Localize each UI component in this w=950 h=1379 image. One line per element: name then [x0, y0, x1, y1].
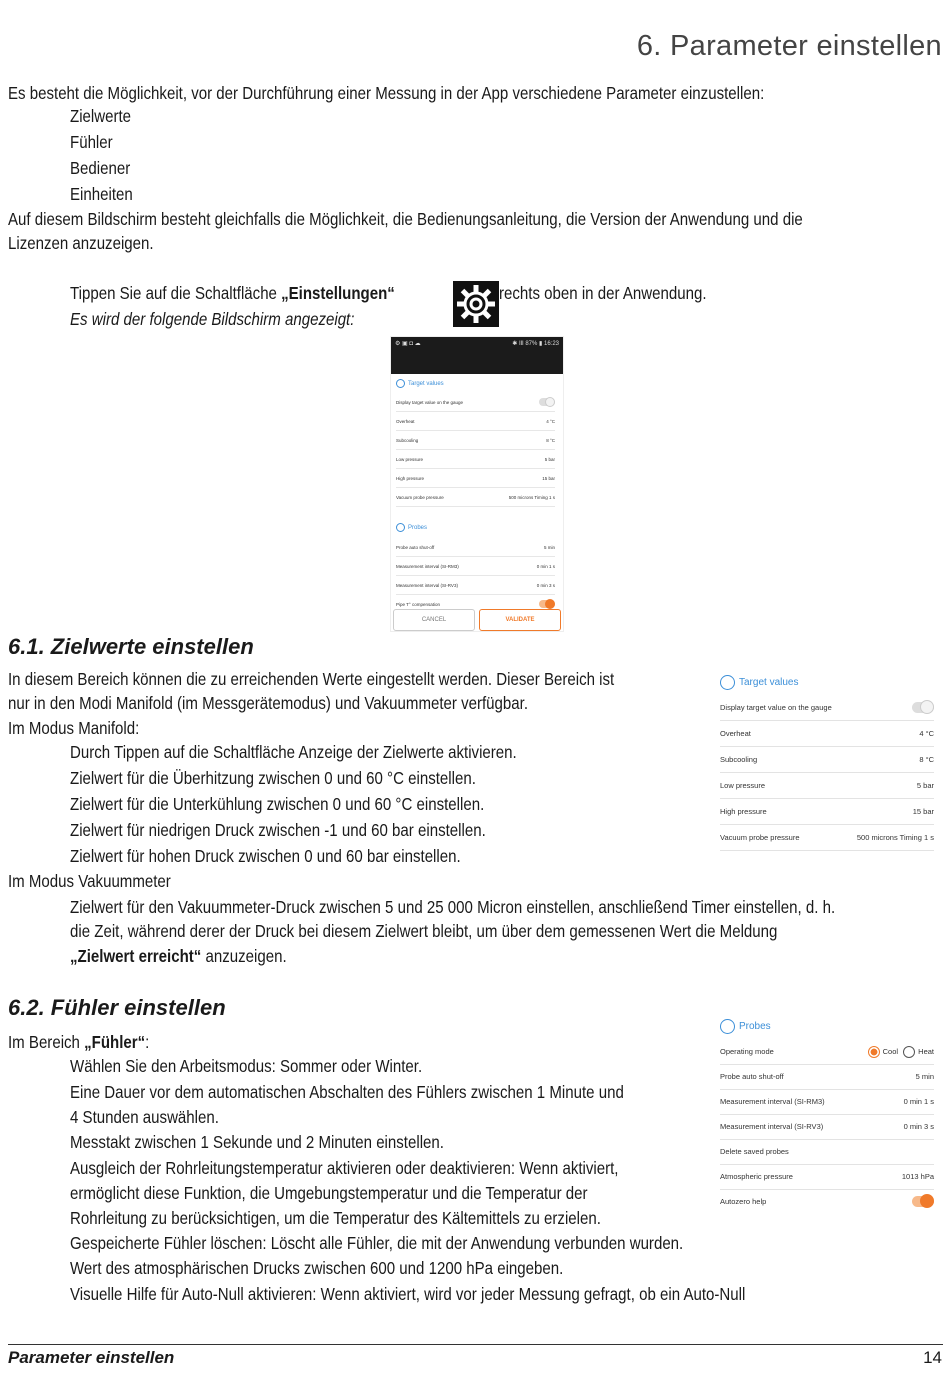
list-item: Zielwert für hohen Druck zwischen 0 und 60 bar einstellen. — [70, 846, 461, 866]
setting-row[interactable]: Vacuum probe pressure 500 microns Timing 1 s — [396, 488, 555, 507]
paragraph-line: Im Modus Manifold: — [8, 718, 140, 738]
setting-row[interactable]: Probe auto shut-off 5 min — [720, 1064, 934, 1090]
cancel-button[interactable]: CANCEL — [393, 609, 475, 631]
status-bar — [391, 337, 563, 374]
list-item: Durch Tippen auf die Schaltfläche Anzeige der Zielwerte aktivieren. — [70, 742, 517, 762]
toggle-switch[interactable] — [539, 398, 555, 406]
tap-prefix: Tippen Sie auf die Schaltfläche — [70, 283, 282, 303]
list-item: ermöglicht diese Funktion, die Umgebungstemperatur und die Temperatur der — [70, 1183, 588, 1203]
probes-area-label: „Fühler“ — [84, 1032, 146, 1052]
toggle-switch[interactable] — [539, 600, 555, 608]
probes-panel — [720, 1018, 934, 1214]
setting-row[interactable]: Overheat 4 °C — [396, 412, 555, 431]
toggle-switch[interactable] — [912, 702, 934, 713]
list-item: Zielwert für die Unterkühlung zwischen 0 und 60 °C einstellen. — [70, 794, 485, 814]
probes-header: Probes — [720, 1019, 771, 1034]
list-item: Einheiten — [70, 184, 133, 204]
vac-suffix: anzuzeigen. — [201, 946, 287, 966]
target-reached-label: „Zielwert erreicht“ — [70, 946, 202, 966]
list-item: Zielwert für niedrigen Druck zwischen -1 und 60 bar einstellen. — [70, 820, 486, 840]
setting-row[interactable]: High pressure 15 bar — [396, 469, 555, 488]
setting-row[interactable]: Display target value on the gauge — [720, 695, 934, 721]
setting-row[interactable]: Low pressure 5 bar — [396, 450, 555, 469]
list-item: Visuelle Hilfe für Auto-Null aktivieren: Wenn aktiviert, wird vor jeder Messung gefragt, ob ein Auto-Null — [70, 1284, 746, 1304]
probes-header: Probes — [396, 523, 427, 532]
list-item: Gespeicherte Fühler löschen: Löscht alle Fühler, die mit der Anwendung verbunden wurden. — [70, 1233, 684, 1253]
setting-row[interactable]: Vacuum probe pressure 500 microns Timing 1 s — [720, 825, 934, 851]
list-item: Bediener — [70, 158, 131, 178]
list-item: Wert des atmosphärischen Drucks zwischen 600 und 1200 hPa eingeben. — [70, 1258, 564, 1278]
vac-mode-label: Im Modus Vakuummeter — [8, 871, 171, 891]
setting-row[interactable]: High pressure 15 bar — [720, 799, 934, 825]
setting-row[interactable]: Atmospheric pressure 1013 hPa — [720, 1164, 934, 1190]
list-item: Messtakt zwischen 1 Sekunde und 2 Minuten einstellen. — [70, 1132, 444, 1152]
probe-icon — [720, 1019, 735, 1034]
list-item: Rohrleitung zu berücksichtigen, um die Temperatur des Kältemittels zu erzielen. — [70, 1208, 601, 1228]
setting-row[interactable]: Subcooling 8 °C — [396, 431, 555, 450]
setting-row[interactable]: Display target value on the gauge — [396, 393, 555, 412]
list-item: 4 Stunden auswählen. — [70, 1107, 219, 1127]
target-values-panel — [720, 672, 934, 852]
setting-row[interactable]: Pipe T° compensation — [396, 595, 555, 613]
target-values-header: Target values — [396, 379, 444, 388]
validate-button[interactable]: VALIDATE — [479, 609, 561, 631]
setting-row[interactable]: Autozero help — [720, 1188, 934, 1214]
setting-row[interactable]: Overheat 4 °C — [720, 721, 934, 747]
page-title: 6. Parameter einstellen — [636, 30, 942, 62]
settings-label: „Einstellungen“ — [281, 283, 395, 303]
paragraph-line: nur in den Modi Manifold (im Messgerätemodus) und Vakuummeter verfügbar. — [8, 693, 529, 713]
status-left: ⚙ ▣ ◘ ☁ — [395, 341, 421, 347]
list-item: Fühler — [70, 132, 113, 152]
phone-screenshot — [390, 336, 564, 632]
paragraph-line: In diesem Bereich können die zu erreichenden Werte eingestellt werden. Dieser Bereich ist — [8, 669, 615, 689]
setting-row[interactable]: Measurement interval (SI-RV3) 0 min 3 s — [396, 576, 555, 595]
probe-icon — [396, 523, 405, 532]
paragraph-line: die Zeit, während derer der Druck bei diesem Zielwert bleibt, um über dem gemessenen Wert die Meldung — [70, 921, 778, 941]
page-number: 14 — [923, 1348, 942, 1367]
screen-text: Auf diesem Bildschirm besteht gleichfalls die Möglichkeit, die Bedienungsanleitung, die Version der Anwendung und die — [8, 209, 803, 229]
footer-divider — [8, 1344, 943, 1345]
intro-text: Es besteht die Möglichkeit, vor der Durchführung einer Messung in der App verschiedene Parameter einzustellen: — [8, 83, 765, 103]
section-heading-6-1: 6.1. Zielwerte einstellen — [8, 634, 254, 659]
list-item: Eine Dauer vor dem automatischen Abschalten des Fühlers zwischen 1 Minute und — [70, 1082, 624, 1102]
operating-mode-row: Operating mode Cool Heat — [720, 1039, 934, 1065]
status-right: ✱ ⅠⅡ 87% ▮ 16:23 — [512, 341, 559, 347]
setting-row[interactable]: Delete saved probes — [720, 1139, 934, 1165]
list-item: Zielwert für die Überhitzung zwischen 0 und 60 °C einstellen. — [70, 768, 476, 788]
target-values-header: Target values — [720, 675, 798, 690]
target-icon — [396, 379, 405, 388]
setting-row[interactable]: Subcooling 8 °C — [720, 747, 934, 773]
gear-icon — [453, 281, 499, 327]
list-item: Ausgleich der Rohrleitungstemperatur aktivieren oder deaktivieren: Wenn aktiviert, — [70, 1158, 619, 1178]
list-item: Zielwerte — [70, 106, 132, 126]
shown-text: Es wird der folgende Bildschirm angezeigt: — [70, 309, 355, 329]
toggle-switch[interactable] — [912, 1196, 934, 1207]
setting-row[interactable]: Measurement interval (SI-RV3) 0 min 3 s — [720, 1114, 934, 1140]
footer-title: Parameter einstellen — [8, 1348, 175, 1367]
paragraph-line: Zielwert für den Vakuummeter-Druck zwischen 5 und 25 000 Micron einstellen, anschließend Timer einstellen, d. h. — [70, 897, 836, 917]
heat-radio[interactable] — [903, 1046, 915, 1058]
cool-radio[interactable] — [868, 1046, 880, 1058]
target-icon — [720, 675, 735, 690]
setting-row[interactable]: Probe auto shut-off 5 min — [396, 538, 555, 557]
paragraph-line — [70, 944, 287, 969]
section-heading-6-2: 6.2. Fühler einstellen — [8, 995, 226, 1020]
setting-row[interactable]: Low pressure 5 bar — [720, 773, 934, 799]
setting-row[interactable]: Measurement interval (SI-RM3) 0 min 1 s — [396, 557, 555, 576]
tap-suffix: rechts oben in der Anwendung. — [499, 283, 707, 303]
list-item: Wählen Sie den Arbeitsmodus: Sommer oder Winter. — [70, 1056, 423, 1076]
area-label: Im Bereich „Fühler“: — [8, 1032, 150, 1052]
screen-text: Lizenzen anzuzeigen. — [8, 233, 154, 253]
tap-instruction — [70, 281, 395, 306]
setting-row[interactable]: Measurement interval (SI-RM3) 0 min 1 s — [720, 1089, 934, 1115]
